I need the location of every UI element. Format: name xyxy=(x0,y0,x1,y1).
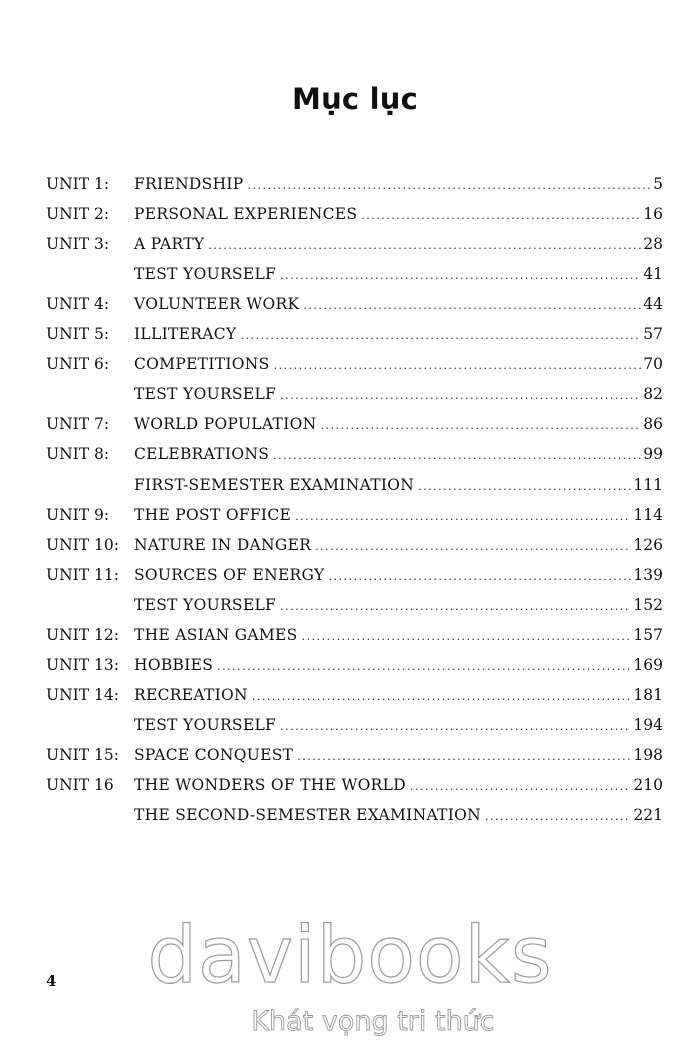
toc-page-number: 57 xyxy=(643,325,663,344)
toc-unit-label: UNIT 7: xyxy=(46,415,110,434)
toc-dot-leader xyxy=(315,535,631,559)
toc-dot-leader xyxy=(303,294,641,318)
toc-row xyxy=(0,232,686,256)
toc-row xyxy=(0,382,686,406)
toc-row xyxy=(0,262,686,286)
toc-entry xyxy=(134,382,663,408)
toc-entry xyxy=(134,473,663,499)
toc-dot-leader xyxy=(208,234,641,258)
toc-unit-label: UNIT 9: xyxy=(46,505,110,524)
toc-row xyxy=(0,653,686,677)
toc-dot-leader xyxy=(485,805,631,829)
toc-row xyxy=(0,172,686,196)
toc-unit-label: UNIT 15: xyxy=(46,745,119,764)
toc-entry-title: A PARTY xyxy=(134,235,205,254)
toc-page-number: 82 xyxy=(643,385,663,404)
toc-entry xyxy=(134,533,663,559)
toc-row xyxy=(0,743,686,767)
toc-entry xyxy=(134,743,663,769)
toc-unit-label: UNIT 14: xyxy=(46,685,119,704)
toc-dot-leader xyxy=(280,715,631,739)
toc-dot-leader xyxy=(280,595,631,619)
toc-page-number: 111 xyxy=(633,475,663,494)
toc-row xyxy=(0,623,686,647)
toc-entry-title: TEST YOURSELF xyxy=(134,715,277,734)
toc-page-number: 221 xyxy=(633,806,663,825)
toc-entry-title: THE POST OFFICE xyxy=(134,505,292,524)
toc-dot-leader xyxy=(274,354,642,378)
toc-unit-label: UNIT 5: xyxy=(46,325,110,344)
toc-row xyxy=(0,442,686,466)
toc-row xyxy=(0,292,686,316)
toc-dot-leader xyxy=(273,444,641,468)
toc-row xyxy=(0,322,686,346)
toc-entry-title: WORLD POPULATION xyxy=(134,415,317,434)
toc-unit-label: UNIT 8: xyxy=(46,445,110,464)
toc-page-number: 181 xyxy=(633,685,663,704)
toc-entry xyxy=(134,442,663,468)
watermark-brand: davibooks xyxy=(147,911,553,1001)
toc-page-number: 114 xyxy=(633,505,663,524)
toc-entry-title: TEST YOURSELF xyxy=(134,265,277,284)
toc-entry-title: NATURE IN DANGER xyxy=(134,535,312,554)
toc-row xyxy=(0,773,686,797)
toc-page-number: 169 xyxy=(633,655,663,674)
toc-unit-label: UNIT 12: xyxy=(46,625,119,644)
toc-page-number: 86 xyxy=(643,415,663,434)
toc-entry-title: SPACE CONQUEST xyxy=(134,745,294,764)
toc-dot-leader xyxy=(328,565,631,589)
toc-page-number: 139 xyxy=(633,565,663,584)
toc-row xyxy=(0,593,686,617)
toc-entry-title: PERSONAL EXPERIENCES xyxy=(134,205,358,224)
toc-row xyxy=(0,202,686,226)
toc-entry-title: VOLUNTEER WORK xyxy=(134,295,300,314)
toc-entry-title: TEST YOURSELF xyxy=(134,595,277,614)
toc-entry-title: THE SECOND-SEMESTER EXAMINATION xyxy=(134,806,482,825)
toc-row xyxy=(0,412,686,436)
toc-entry-title: HOBBIES xyxy=(134,655,214,674)
toc-page-number: 194 xyxy=(633,715,663,734)
toc-unit-label: UNIT 11: xyxy=(46,565,119,584)
toc-dot-leader xyxy=(217,655,631,679)
toc-entry xyxy=(134,503,663,529)
toc-unit-label: UNIT 6: xyxy=(46,355,110,374)
toc-row xyxy=(0,713,686,737)
page-title: Mục lục xyxy=(292,82,418,116)
toc-entry xyxy=(134,202,663,228)
toc-row xyxy=(0,803,686,827)
toc-entry-title: ILLITERACY xyxy=(134,325,237,344)
toc-entry xyxy=(134,262,663,288)
toc-entry-title: COMPETITIONS xyxy=(134,355,270,374)
toc-entry xyxy=(134,232,663,258)
toc-page-number: 126 xyxy=(633,535,663,554)
toc-dot-leader xyxy=(410,775,631,799)
toc-row xyxy=(0,503,686,527)
toc-entry-title: FIRST-SEMESTER EXAMINATION xyxy=(134,475,415,494)
toc-entry xyxy=(134,713,663,739)
toc-entry xyxy=(134,322,663,348)
toc-unit-label: UNIT 3: xyxy=(46,235,110,254)
toc-page-number: 99 xyxy=(643,445,663,464)
toc-page-number: 28 xyxy=(643,235,663,254)
toc-row xyxy=(0,563,686,587)
toc-row xyxy=(0,533,686,557)
toc-unit-label: UNIT 4: xyxy=(46,295,110,314)
toc-entry xyxy=(134,623,663,649)
toc-entry xyxy=(134,172,663,198)
toc-dot-leader xyxy=(297,745,631,769)
toc-entry xyxy=(134,563,663,589)
toc-unit-label: UNIT 13: xyxy=(46,655,119,674)
toc-dot-leader xyxy=(280,384,641,408)
toc-entry-title: THE ASIAN GAMES xyxy=(134,625,298,644)
toc-page-number: 5 xyxy=(653,175,663,193)
toc-row xyxy=(0,473,686,497)
toc-dot-leader xyxy=(248,174,652,198)
toc-unit-label: UNIT 1: xyxy=(46,175,110,193)
toc-entry-title: RECREATION xyxy=(134,685,248,704)
toc-row xyxy=(0,683,686,707)
toc-page-number: 198 xyxy=(633,745,663,764)
toc-dot-leader xyxy=(280,264,641,288)
toc-entry xyxy=(134,292,663,318)
toc-dot-leader xyxy=(418,475,631,499)
toc-entry-title: FRIENDSHIP xyxy=(134,175,244,193)
toc-entry xyxy=(134,352,663,378)
toc-entry xyxy=(134,773,663,799)
toc-row xyxy=(0,352,686,376)
toc-dot-leader xyxy=(361,204,641,228)
watermark xyxy=(140,908,560,1037)
toc-page-number: 44 xyxy=(643,295,663,314)
toc-dot-leader xyxy=(295,505,631,529)
toc-unit-label: UNIT 10: xyxy=(46,535,119,554)
toc-entry xyxy=(134,653,663,679)
toc-entry-title: TEST YOURSELF xyxy=(134,385,277,404)
toc-unit-label: UNIT 16 xyxy=(46,776,114,794)
page-number: 4 xyxy=(46,972,57,990)
toc-entry xyxy=(134,593,663,619)
toc-page-number: 16 xyxy=(643,205,663,224)
toc-dot-leader xyxy=(252,685,631,709)
toc-page-number: 70 xyxy=(643,355,663,374)
toc-page-number: 152 xyxy=(633,595,663,614)
toc-entry xyxy=(134,803,663,829)
toc-entry xyxy=(134,412,663,438)
toc-page-number: 210 xyxy=(633,776,663,794)
toc-page-number: 41 xyxy=(643,265,663,284)
toc-unit-label: UNIT 2: xyxy=(46,205,110,224)
toc-page-number: 157 xyxy=(633,625,663,644)
watermark-tagline: Khát vọng tri thức xyxy=(251,1006,495,1037)
toc-entry xyxy=(134,683,663,709)
toc-dot-leader xyxy=(240,324,641,348)
toc-entry-title: CELEBRATIONS xyxy=(134,445,270,464)
toc-dot-leader xyxy=(302,625,632,649)
toc-entry-title: THE WONDERS OF THE WORLD xyxy=(134,776,406,794)
toc-dot-leader xyxy=(320,414,641,438)
toc-entry-title: SOURCES OF ENERGY xyxy=(134,565,325,584)
